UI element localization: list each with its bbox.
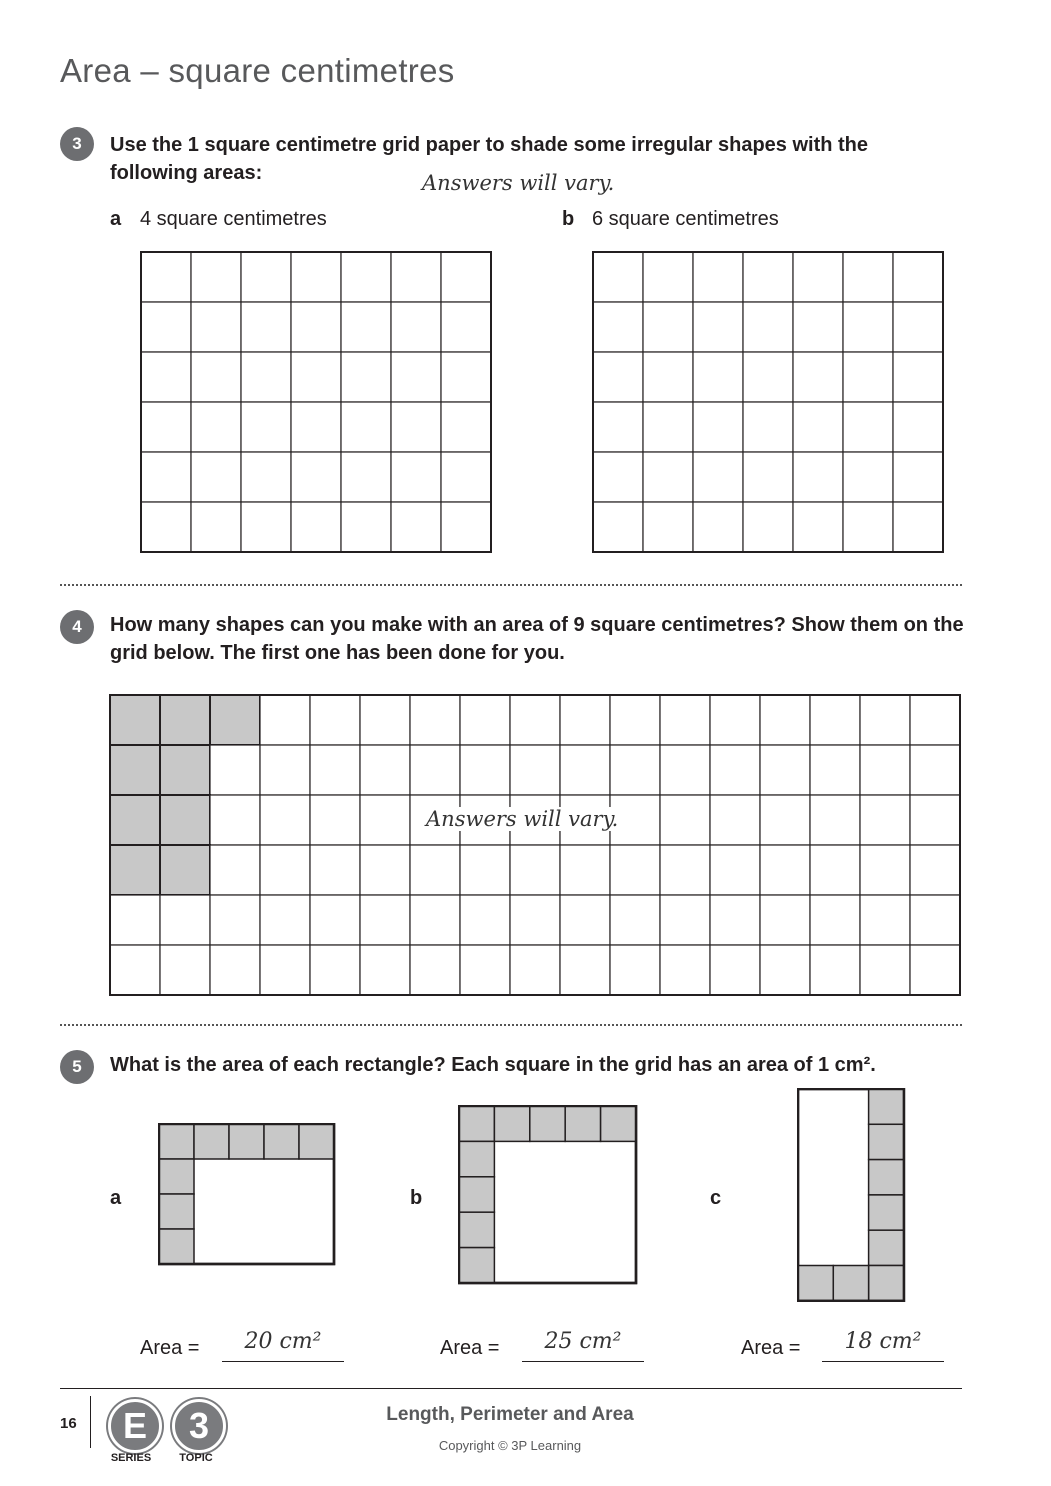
grid-cell bbox=[643, 302, 693, 352]
grid-cell bbox=[860, 845, 910, 895]
grid-cell bbox=[643, 502, 693, 552]
grid-cell bbox=[191, 252, 241, 302]
grid-cell bbox=[291, 502, 341, 552]
grid-cell bbox=[310, 895, 360, 945]
grid-cell bbox=[693, 352, 743, 402]
grid-cell bbox=[360, 745, 410, 795]
grid-cell bbox=[610, 745, 660, 795]
grid-cell bbox=[191, 302, 241, 352]
unit-square bbox=[159, 1194, 194, 1229]
grid-cell bbox=[910, 945, 960, 995]
grid-cell bbox=[593, 452, 643, 502]
answer-a: 20 cm² bbox=[244, 1329, 322, 1354]
question-3-number: 3 bbox=[60, 127, 94, 161]
answer-c: 18 cm² bbox=[844, 1329, 922, 1354]
grid-cell bbox=[141, 402, 191, 452]
grid-cell bbox=[810, 895, 860, 945]
unit-square bbox=[530, 1106, 565, 1141]
grid-cell bbox=[360, 795, 410, 845]
grid-cell bbox=[593, 302, 643, 352]
shaded-cell bbox=[160, 695, 210, 745]
unit-square bbox=[159, 1124, 194, 1159]
grid-cell bbox=[893, 252, 943, 302]
grid-cell bbox=[391, 252, 441, 302]
grid-cell bbox=[893, 452, 943, 502]
unit-square bbox=[869, 1124, 904, 1159]
unit-square bbox=[299, 1124, 334, 1159]
shaded-cell bbox=[110, 795, 160, 845]
grid-cell bbox=[341, 302, 391, 352]
grid-cell bbox=[760, 895, 810, 945]
part-label-a: 4 square centimetres bbox=[140, 208, 327, 230]
grid-cell bbox=[743, 502, 793, 552]
grid-cell bbox=[510, 845, 560, 895]
unit-square bbox=[229, 1124, 264, 1159]
rectangle-a-letter: a bbox=[110, 1187, 122, 1209]
grid-cell bbox=[560, 845, 610, 895]
grid-cell bbox=[341, 502, 391, 552]
grid-cell bbox=[860, 695, 910, 745]
grid-cell bbox=[210, 945, 260, 995]
question-3-text: Use the 1 square centimetre grid paper to shade some irregular shapes with the following areas: bbox=[110, 134, 869, 184]
grid-cell bbox=[460, 895, 510, 945]
grid-cell bbox=[241, 302, 291, 352]
unit-square bbox=[459, 1177, 494, 1212]
grid-cell bbox=[693, 402, 743, 452]
shaded-cell bbox=[110, 745, 160, 795]
footer-rule bbox=[60, 1388, 962, 1389]
grid-cell bbox=[291, 252, 341, 302]
grid-cell bbox=[460, 745, 510, 795]
grid-cell bbox=[510, 695, 560, 745]
shaded-cell bbox=[110, 695, 160, 745]
grid-cell bbox=[793, 502, 843, 552]
grid-cell bbox=[291, 352, 341, 402]
grid-cell bbox=[910, 895, 960, 945]
grid-cell bbox=[860, 945, 910, 995]
grid-cell bbox=[660, 795, 710, 845]
grid-cell bbox=[693, 302, 743, 352]
grid-cell bbox=[310, 745, 360, 795]
grid-cell bbox=[191, 352, 241, 402]
grid-cell bbox=[360, 695, 410, 745]
grid-cell bbox=[593, 402, 643, 452]
shaded-cell bbox=[160, 795, 210, 845]
grid-cell bbox=[410, 745, 460, 795]
grid-cell bbox=[141, 252, 191, 302]
answer-field-c[interactable] bbox=[822, 1331, 944, 1362]
grid-cell bbox=[710, 795, 760, 845]
question-5-number: 5 bbox=[60, 1050, 94, 1084]
grid-cell bbox=[441, 502, 491, 552]
grid-cell bbox=[210, 845, 260, 895]
shaded-cell bbox=[210, 695, 260, 745]
section-divider bbox=[60, 1024, 962, 1026]
grid-cell bbox=[310, 945, 360, 995]
grid-cell bbox=[910, 845, 960, 895]
grid-cell bbox=[391, 452, 441, 502]
grid-cell bbox=[910, 695, 960, 745]
grid-cell bbox=[760, 695, 810, 745]
grid-cell bbox=[693, 252, 743, 302]
grid-cell bbox=[760, 945, 810, 995]
grid-cell bbox=[793, 402, 843, 452]
grid-cell bbox=[341, 452, 391, 502]
rectangle-c bbox=[797, 1088, 907, 1302]
grid-cell bbox=[341, 252, 391, 302]
shaded-cell bbox=[160, 845, 210, 895]
grid-cell bbox=[441, 452, 491, 502]
grid-cell bbox=[860, 795, 910, 845]
grid-cell bbox=[843, 502, 893, 552]
grid-cell bbox=[610, 845, 660, 895]
grid-cell bbox=[843, 352, 893, 402]
grid-cell bbox=[810, 745, 860, 795]
grid-cell bbox=[593, 252, 643, 302]
question-3a-label bbox=[110, 208, 327, 231]
part-letter-b: b bbox=[562, 208, 575, 230]
grid-cell bbox=[843, 402, 893, 452]
grid-cell bbox=[391, 302, 441, 352]
area-label-c: Area = bbox=[741, 1337, 801, 1359]
grid-cell bbox=[510, 745, 560, 795]
question-4-text: How many shapes can you make with an area of 9 square centimetres? Show them on the grid below. The first one has been done for you. bbox=[110, 614, 964, 664]
grid-cell bbox=[793, 452, 843, 502]
grid-cell bbox=[710, 895, 760, 945]
grid-cell bbox=[743, 402, 793, 452]
grid-cell bbox=[291, 452, 341, 502]
unit-square bbox=[869, 1089, 904, 1124]
unit-square bbox=[159, 1159, 194, 1194]
grid-cell bbox=[391, 502, 441, 552]
grid-cell bbox=[441, 402, 491, 452]
part-label-b: 6 square centimetres bbox=[592, 208, 779, 230]
grid-cell bbox=[693, 452, 743, 502]
grid-cell bbox=[660, 845, 710, 895]
grid-cell bbox=[260, 945, 310, 995]
grid-cell bbox=[643, 352, 693, 402]
grid-cell bbox=[560, 945, 610, 995]
grid-cell bbox=[441, 252, 491, 302]
grid-cell bbox=[241, 352, 291, 402]
unit-square bbox=[869, 1266, 904, 1301]
grid-cell bbox=[441, 302, 491, 352]
grid-cell bbox=[210, 745, 260, 795]
grid-cell bbox=[793, 252, 843, 302]
grid-cell bbox=[110, 945, 160, 995]
grid-3b[interactable] bbox=[592, 251, 944, 553]
grid-cell bbox=[260, 895, 310, 945]
grid-cell bbox=[110, 895, 160, 945]
grid-cell bbox=[660, 695, 710, 745]
grid-cell bbox=[760, 795, 810, 845]
grid-cell bbox=[743, 252, 793, 302]
grid-cell bbox=[860, 745, 910, 795]
grid-cell bbox=[593, 352, 643, 402]
shaded-cell bbox=[160, 745, 210, 795]
grid-cell bbox=[743, 452, 793, 502]
grid-cell bbox=[660, 745, 710, 795]
unit-square bbox=[798, 1266, 833, 1301]
grid-cell bbox=[360, 895, 410, 945]
unit-square bbox=[459, 1212, 494, 1247]
grid-cell bbox=[810, 845, 860, 895]
area-label-b: Area = bbox=[440, 1337, 500, 1359]
grid-cell bbox=[610, 695, 660, 745]
grid-cell bbox=[893, 302, 943, 352]
unit-square bbox=[601, 1106, 636, 1141]
grid-cell bbox=[810, 795, 860, 845]
grid-cell bbox=[710, 695, 760, 745]
grid-cell bbox=[843, 252, 893, 302]
grid-cell bbox=[291, 402, 341, 452]
grid-cell bbox=[760, 845, 810, 895]
grid-cell bbox=[391, 352, 441, 402]
grid-cell bbox=[643, 252, 693, 302]
grid-3a[interactable] bbox=[140, 251, 492, 553]
grid-cell bbox=[710, 945, 760, 995]
unit-square bbox=[869, 1230, 904, 1265]
grid-cell bbox=[260, 745, 310, 795]
footer-separator bbox=[90, 1396, 91, 1448]
series-caption: SERIES bbox=[110, 1452, 152, 1464]
unit-square bbox=[565, 1106, 600, 1141]
grid-cell bbox=[360, 845, 410, 895]
grid-cell bbox=[643, 452, 693, 502]
question-3-answer-note: Answers will vary. bbox=[422, 171, 615, 195]
grid-cell bbox=[410, 895, 460, 945]
grid-cell bbox=[260, 845, 310, 895]
series-badge: E bbox=[108, 1399, 162, 1453]
grid-cell bbox=[341, 352, 391, 402]
grid-cell bbox=[310, 845, 360, 895]
grid-cell bbox=[710, 845, 760, 895]
grid-cell bbox=[460, 695, 510, 745]
grid-cell bbox=[141, 352, 191, 402]
grid-cell bbox=[360, 945, 410, 995]
grid-cell bbox=[810, 945, 860, 995]
rectangle-b bbox=[458, 1105, 638, 1285]
grid-cell bbox=[760, 745, 810, 795]
grid-cell bbox=[743, 352, 793, 402]
part-letter-a: a bbox=[110, 208, 122, 230]
grid-cell bbox=[191, 502, 241, 552]
grid-cell bbox=[660, 945, 710, 995]
rectangle-b-letter: b bbox=[410, 1187, 423, 1209]
grid-cell bbox=[141, 452, 191, 502]
grid-cell bbox=[893, 402, 943, 452]
unit-square bbox=[459, 1106, 494, 1141]
unit-square bbox=[869, 1195, 904, 1230]
grid-cell bbox=[693, 502, 743, 552]
grid-cell bbox=[441, 352, 491, 402]
footer-title: Length, Perimeter and Area bbox=[386, 1404, 634, 1425]
grid-cell bbox=[241, 402, 291, 452]
grid-cell bbox=[391, 402, 441, 452]
grid-cell bbox=[643, 402, 693, 452]
grid-cell bbox=[141, 302, 191, 352]
grid-cell bbox=[410, 845, 460, 895]
topic-badge: 3 bbox=[172, 1399, 226, 1453]
unit-square bbox=[459, 1248, 494, 1283]
answer-b: 25 cm² bbox=[544, 1329, 622, 1354]
grid-cell bbox=[460, 845, 510, 895]
grid-cell bbox=[610, 895, 660, 945]
grid-cell bbox=[160, 895, 210, 945]
grid-cell bbox=[310, 795, 360, 845]
unit-square bbox=[159, 1229, 194, 1264]
grid-cell bbox=[843, 302, 893, 352]
grid-cell bbox=[310, 695, 360, 745]
grid-cell bbox=[910, 745, 960, 795]
grid-cell bbox=[560, 745, 610, 795]
grid-cell bbox=[793, 302, 843, 352]
question-4-number: 4 bbox=[60, 610, 94, 644]
grid-cell bbox=[260, 795, 310, 845]
grid-cell bbox=[843, 452, 893, 502]
grid-cell bbox=[191, 452, 241, 502]
question-4-answer-note: Answers will vary. bbox=[426, 807, 619, 831]
question-3b-label bbox=[562, 208, 779, 231]
unit-square bbox=[833, 1266, 868, 1301]
grid-cell bbox=[291, 302, 341, 352]
unit-square bbox=[494, 1106, 529, 1141]
grid-cell bbox=[410, 945, 460, 995]
grid-cell bbox=[860, 895, 910, 945]
rectangle-a bbox=[158, 1123, 336, 1266]
grid-cell bbox=[210, 795, 260, 845]
grid-cell bbox=[560, 695, 610, 745]
question-5-text: What is the area of each rectangle? Each square in the grid has an area of 1 cm². bbox=[110, 1054, 876, 1076]
grid-cell bbox=[743, 302, 793, 352]
page-number: 16 bbox=[60, 1415, 77, 1432]
grid-cell bbox=[710, 745, 760, 795]
grid-cell bbox=[560, 895, 610, 945]
grid-cell bbox=[793, 352, 843, 402]
grid-cell bbox=[160, 945, 210, 995]
grid-cell bbox=[460, 945, 510, 995]
unit-square bbox=[869, 1160, 904, 1195]
section-divider bbox=[60, 584, 962, 586]
grid-cell bbox=[893, 352, 943, 402]
unit-square bbox=[459, 1141, 494, 1176]
unit-square bbox=[194, 1124, 229, 1159]
grid-cell bbox=[241, 502, 291, 552]
grid-cell bbox=[593, 502, 643, 552]
grid-4[interactable] bbox=[109, 694, 962, 996]
copyright: Copyright © 3P Learning bbox=[438, 1438, 582, 1453]
grid-cell bbox=[241, 452, 291, 502]
grid-cell bbox=[510, 895, 560, 945]
answer-field-b[interactable] bbox=[522, 1331, 644, 1362]
shaded-cell bbox=[110, 845, 160, 895]
grid-cell bbox=[260, 695, 310, 745]
answer-field-a[interactable] bbox=[222, 1331, 344, 1362]
grid-cell bbox=[141, 502, 191, 552]
grid-cell bbox=[510, 945, 560, 995]
grid-cell bbox=[893, 502, 943, 552]
area-label-a: Area = bbox=[140, 1337, 200, 1359]
grid-cell bbox=[410, 695, 460, 745]
grid-cell bbox=[910, 795, 960, 845]
grid-cell bbox=[660, 895, 710, 945]
grid-cell bbox=[210, 895, 260, 945]
grid-cell bbox=[341, 402, 391, 452]
unit-square bbox=[264, 1124, 299, 1159]
topic-caption: TOPIC bbox=[179, 1452, 213, 1464]
grid-cell bbox=[610, 945, 660, 995]
grid-cell bbox=[241, 252, 291, 302]
rectangle-c-letter: c bbox=[710, 1187, 722, 1209]
grid-cell bbox=[810, 695, 860, 745]
grid-cell bbox=[191, 402, 241, 452]
page-title: Area – square centimetres bbox=[60, 52, 455, 89]
